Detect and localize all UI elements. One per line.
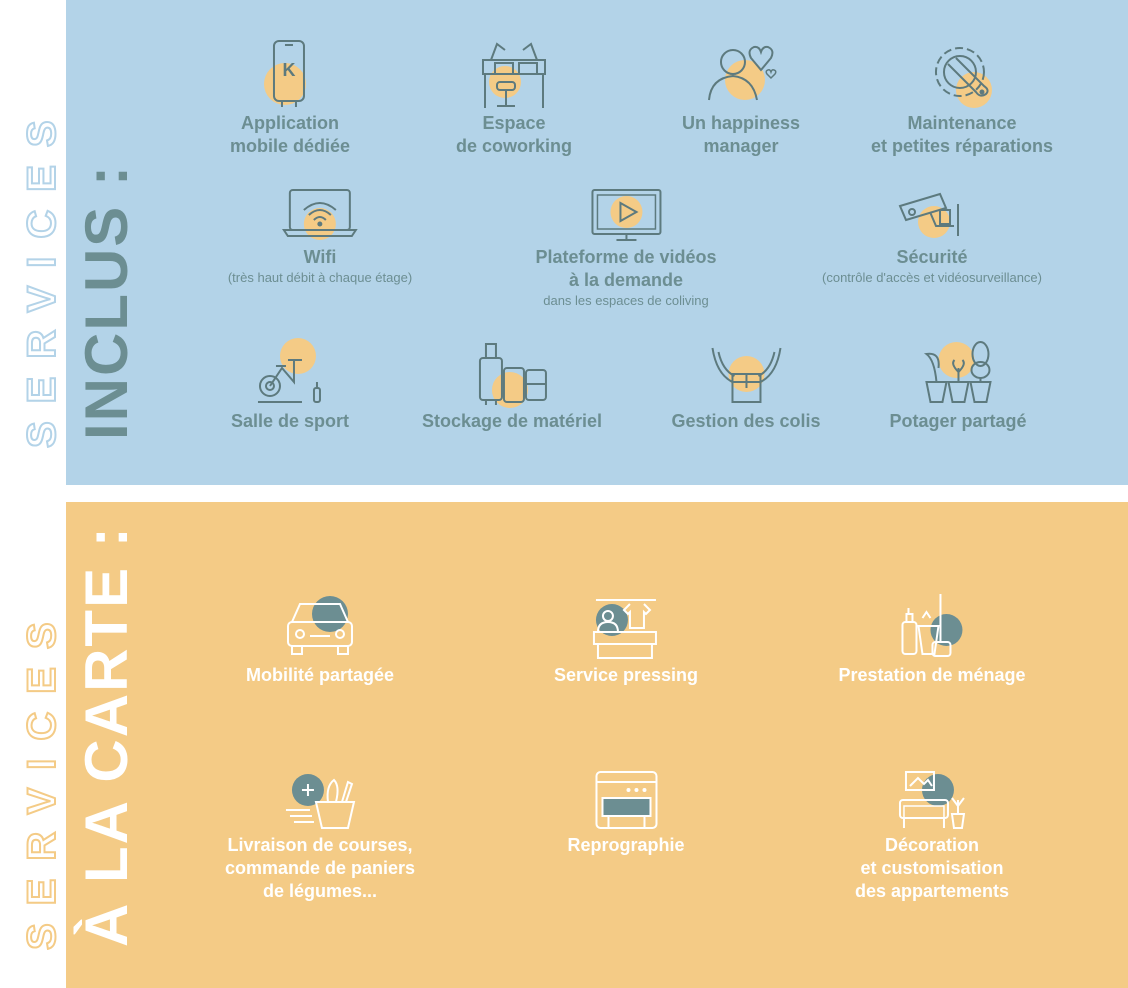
winged-parcel-icon [708, 338, 784, 408]
item-sublabel: (très haut débit à chaque étage) [227, 270, 413, 285]
service-item-happiness [682, 38, 800, 158]
printer-icon [588, 770, 664, 832]
item-label: à la demande [568, 270, 684, 290]
service-item-gym [231, 338, 349, 433]
desk-coworking-icon [477, 38, 551, 110]
service-item-groceries [225, 770, 415, 903]
grocery-bag-icon [282, 770, 358, 832]
service-item-video [535, 186, 716, 310]
service-item-pressing [554, 592, 698, 687]
item-label: manager [703, 136, 779, 156]
services-decor-text-top: SERVICES [20, 102, 64, 448]
service-item-cleaning [838, 592, 1025, 687]
item-sublabel: dans les espaces de coliving [543, 293, 709, 308]
item-label: Prestation de ménage [838, 665, 1026, 685]
car-icon [282, 592, 358, 662]
service-item-mobility [246, 592, 394, 687]
cleaning-supplies-icon [894, 592, 970, 662]
item-label: Application [240, 113, 339, 133]
carte-title: À LA CARTE : [73, 525, 140, 947]
service-item-parcels [671, 338, 820, 433]
item-label: Mobilité partagée [245, 665, 395, 685]
services-decor-text-bottom: SERVICES [20, 604, 64, 950]
side-decor-inclus [0, 0, 66, 485]
item-label: Un happiness [681, 113, 801, 133]
security-camera-icon [896, 186, 968, 244]
item-label: de coworking [455, 136, 573, 156]
decoration-furniture-icon [894, 770, 970, 832]
item-label: des appartements [854, 881, 1010, 901]
service-item-security [822, 186, 1042, 287]
item-label: Maintenance [907, 113, 1017, 133]
item-label: et petites réparations [870, 136, 1054, 156]
item-label: Stockage de matériel [421, 411, 603, 431]
item-label: Wifi [303, 247, 337, 267]
person-heart-icon [703, 38, 779, 110]
item-label: Gestion des colis [671, 411, 821, 431]
item-sublabel: (contrôle d'accès et vidéosurveillance) [822, 270, 1042, 285]
video-play-icon [588, 186, 664, 244]
item-label: Sécurité [896, 247, 968, 267]
gear-wrench-icon [926, 38, 998, 110]
service-item-garden [889, 338, 1026, 433]
exercise-bike-icon [252, 338, 328, 408]
item-label: Salle de sport [230, 411, 350, 431]
item-label: Espace [482, 113, 546, 133]
a-la-carte-services-panel [66, 502, 1128, 988]
service-item-maintenance [871, 38, 1053, 158]
item-label: Plateforme de vidéos [535, 247, 717, 267]
pressing-counter-icon [588, 592, 664, 662]
item-label: Service pressing [553, 665, 699, 685]
item-label: mobile dédiée [229, 136, 351, 156]
item-label: Livraison de courses, [227, 835, 413, 855]
side-decor-carte [0, 502, 66, 988]
service-item-storage [422, 338, 602, 433]
service-item-wifi [228, 186, 412, 287]
phone-app-icon [260, 38, 320, 110]
included-services-panel [66, 0, 1128, 485]
inclus-title: INCLUS : [73, 164, 140, 440]
service-item-decoration [855, 770, 1009, 903]
luggage-storage-icon [474, 338, 550, 408]
item-label: et customisation [860, 858, 1004, 878]
service-item-coworking [456, 38, 572, 158]
plants-pots-icon [920, 338, 996, 408]
svg-text:K: K [282, 60, 296, 80]
service-item-printing [567, 770, 684, 857]
service-item-app [230, 38, 350, 158]
laptop-wifi-icon [282, 186, 358, 244]
item-label: commande de paniers [224, 858, 416, 878]
item-label: Potager partagé [889, 411, 1027, 431]
item-label: Décoration [884, 835, 980, 855]
item-label: de légumes... [262, 881, 378, 901]
item-label: Reprographie [567, 835, 685, 855]
